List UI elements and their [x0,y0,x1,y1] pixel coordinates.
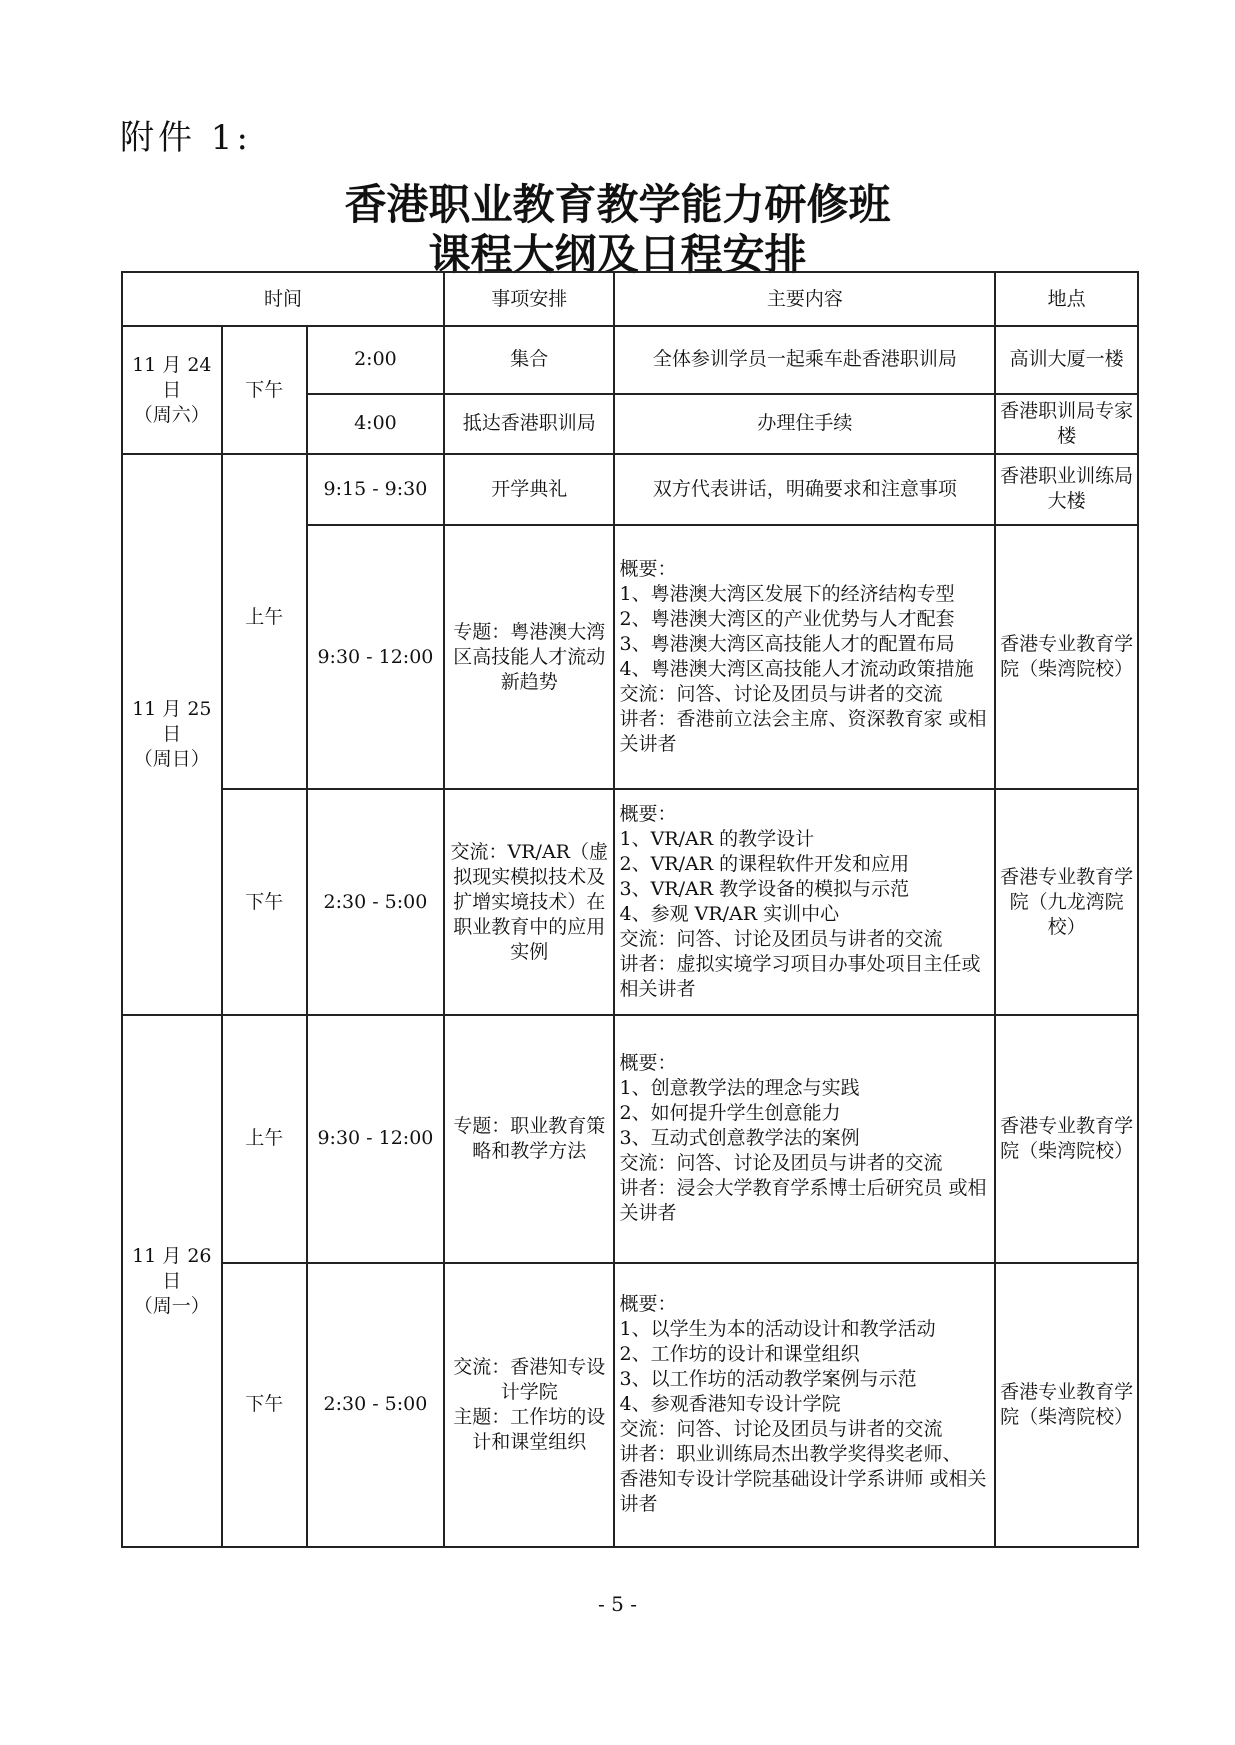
header-item: 事项安排 [444,272,614,326]
period-cell: 下午 [222,326,307,454]
item-cell: 开学典礼 [444,454,614,525]
content-line: 4、参观香港知专设计学院 [619,1393,841,1416]
header-content: 主要内容 [614,272,995,326]
content-line: 交流：问答、讨论及团员与讲者的交流 [619,1418,943,1441]
header-time: 时间 [122,272,444,326]
content-cell: 办理住手续 [614,394,995,454]
document-subtitle: 课程大纲及日程安排 [428,230,807,279]
page-number: - 5 - [598,1592,637,1616]
item-cell: 集合 [444,326,614,394]
header-row [122,272,1138,326]
weekday-text: （周一） [133,1294,210,1317]
location-cell: 香港职业训练局大楼 [995,454,1138,525]
content-line: 讲者：香港前立法会主席、资深教育家 或相关讲者 [619,708,987,756]
location-cell: 高训大厦一楼 [995,326,1138,394]
content-line: 讲者：虚拟实境学习项目办事处项目主任或 相关讲者 [619,953,981,1001]
location-cell: 香港职训局专家楼 [995,394,1138,454]
content-cell [614,789,995,1015]
table-row [122,1015,1138,1263]
content-cell [614,1015,995,1263]
content-line: 交流：问答、讨论及团员与讲者的交流 [619,1152,943,1175]
table-row [122,326,1138,394]
time-cell: 4:00 [307,394,444,454]
content-line: 交流：问答、讨论及团员与讲者的交流 [619,683,943,706]
content-line: 1、创意教学法的理念与实践 [619,1077,860,1100]
content-line: 3、粤港澳大湾区高技能人才的配置布局 [619,633,955,656]
location-cell: 香港专业教育学院（柴湾院校） [995,1015,1138,1263]
period-cell: 下午 [222,1263,307,1547]
content-line: 概要： [619,803,677,826]
item-line: 主题：工作坊的设计和课堂组织 [453,1405,606,1453]
time-cell: 2:30 - 5:00 [307,789,444,1015]
content-line: 2、VR/AR 的课程软件开发和应用 [619,853,910,876]
period-cell: 上午 [222,1015,307,1263]
content-line: 4、参观 VR/AR 实训中心 [619,903,840,926]
content-cell [614,1263,995,1547]
content-line: 3、VR/AR 教学设备的模拟与示范 [619,878,910,901]
content-line: 交流：问答、讨论及团员与讲者的交流 [619,928,943,951]
date-text: 11 月 25 日 [132,698,212,746]
time-cell: 9:30 - 12:00 [307,1015,444,1263]
content-line: 概要： [619,1052,677,1075]
time-cell: 9:30 - 12:00 [307,525,444,789]
content-line: 3、互动式创意教学法的案例 [619,1127,860,1150]
table-row [122,454,1138,525]
item-cell: 专题：粤港澳大湾区高技能人才流动新趋势 [444,525,614,789]
content-line: 1、VR/AR 的教学设计 [619,828,815,851]
content-line: 4、粤港澳大湾区高技能人才流动政策措施 [619,658,974,681]
table-row [122,1263,1138,1547]
attachment-label: 附件 1: [120,118,252,158]
date-cell [122,326,222,454]
item-cell: 专题：职业教育策略和教学方法 [444,1015,614,1263]
header-location: 地点 [995,272,1138,326]
content-line: 1、粤港澳大湾区发展下的经济结构专型 [619,583,955,606]
schedule-table [121,271,1139,1548]
date-text: 11 月 24 日 [132,353,212,401]
content-line: 2、如何提升学生创意能力 [619,1102,841,1125]
weekday-text: （周六） [133,403,210,426]
content-line: 讲者：职业训练局杰出教学奖得奖老师、 [619,1443,962,1466]
time-cell: 9:15 - 9:30 [307,454,444,525]
location-cell: 香港专业教育学院（柴湾院校） [995,1263,1138,1547]
location-cell: 香港专业教育学院（柴湾院校） [995,525,1138,789]
date-text: 11 月 26 日 [132,1244,212,1292]
content-line: 概要： [619,1293,677,1316]
item-cell: 抵达香港职训局 [444,394,614,454]
content-cell: 双方代表讲话，明确要求和注意事项 [614,454,995,525]
item-cell [444,1263,614,1547]
date-cell [122,1015,222,1547]
content-line: 讲者：浸会大学教育学系博士后研究员 或相关讲者 [619,1177,987,1225]
time-cell: 2:00 [307,326,444,394]
item-line: 交流：香港知专设计学院 [453,1355,606,1403]
period-cell: 下午 [222,789,307,1015]
content-line: 香港知专设计学院基础设计学系讲师 或相关讲者 [619,1468,987,1516]
content-line: 2、工作坊的设计和课堂组织 [619,1343,860,1366]
table-row [122,789,1138,1015]
content-line: 3、以工作坊的活动教学案例与示范 [619,1368,917,1391]
weekday-text: （周日） [133,748,210,771]
content-cell: 全体参训学员一起乘车赴香港职训局 [614,326,995,394]
content-line: 2、粤港澳大湾区的产业优势与人才配套 [619,608,955,631]
content-line: 1、以学生为本的活动设计和教学活动 [619,1318,936,1341]
location-cell: 香港专业教育学院（九龙湾院校） [995,789,1138,1015]
document-title: 香港职业教育教学能力研修班 [344,180,891,229]
content-line: 概要： [619,558,677,581]
time-cell: 2:30 - 5:00 [307,1263,444,1547]
content-cell [614,525,995,789]
item-cell: 交流：VR/AR（虚拟现实模拟技术及扩增实境技术）在职业教育中的应用实例 [444,789,614,1015]
period-cell: 上午 [222,454,307,789]
date-cell [122,454,222,1015]
